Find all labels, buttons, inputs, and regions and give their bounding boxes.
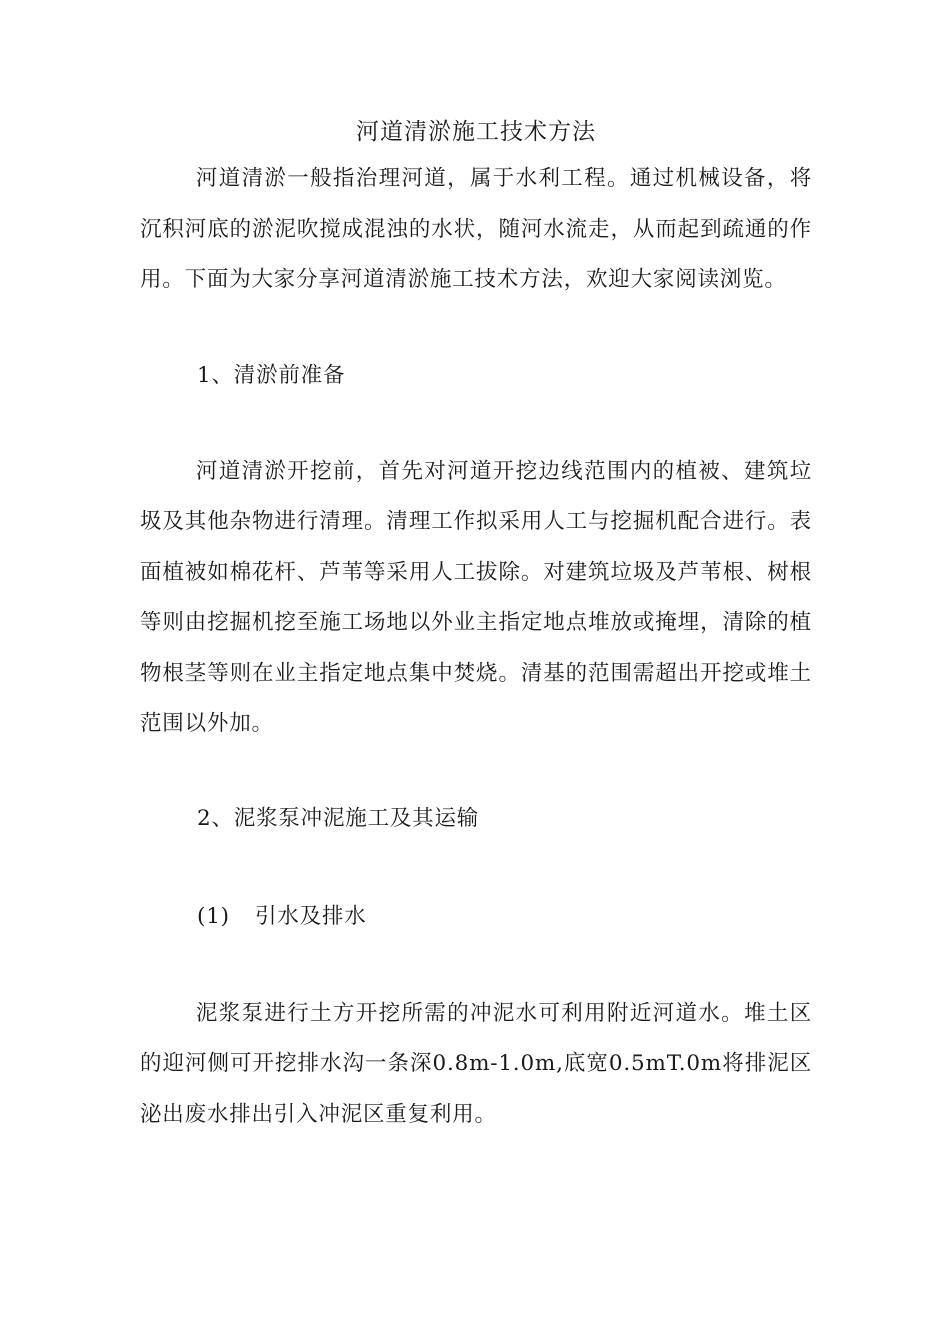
subsection-1-heading	[140, 892, 812, 942]
section-2-heading: 2、泥浆泵冲泥施工及其运输	[197, 805, 480, 831]
section-1-heading: 1、清淤前准备	[197, 362, 346, 388]
subsection-1-paragraph: 泥浆泵进行土方开挖所需的冲泥水可利用附近河道水。堆土区的迎河侧可开挖排水沟一条深0.8m-1.0m,底宽0.5mT.0m将排泥区泌出废水排出引入冲泥区重复利用。	[140, 1000, 812, 1127]
section-1-paragraph: 河道清淤开挖前，首先对河道开挖边线范围内的植被、建筑垃圾及其他杂物进行清理。清理工作拟采用人工与挖掘机配合进行。表面植被如棉花杆、芦苇等采用人工拔除。对建筑垃圾及芦苇根、树根等则由挖掘机挖至施工场地以外业主指定地点堆放或掩埋，清除的植物根茎等则在业主指定地点集中焚烧。清基的范围需超出开挖或堆土范围以外加。	[140, 458, 812, 736]
subsection-1-title: 引水及排水	[255, 903, 367, 929]
document-title: 河道清淤施工技术方法	[356, 119, 596, 145]
intro-paragraph: 河道清淤一般指治理河道，属于水利工程。通过机械设备，将沉积河底的淤泥吹搅成混浊的水状，随河水流走，从而起到疏通的作用。下面为大家分享河道清淤施工技术方法，欢迎大家阅读浏览。	[140, 166, 812, 292]
document-page	[140, 110, 812, 1140]
subsection-1-number: (1)	[197, 903, 230, 929]
